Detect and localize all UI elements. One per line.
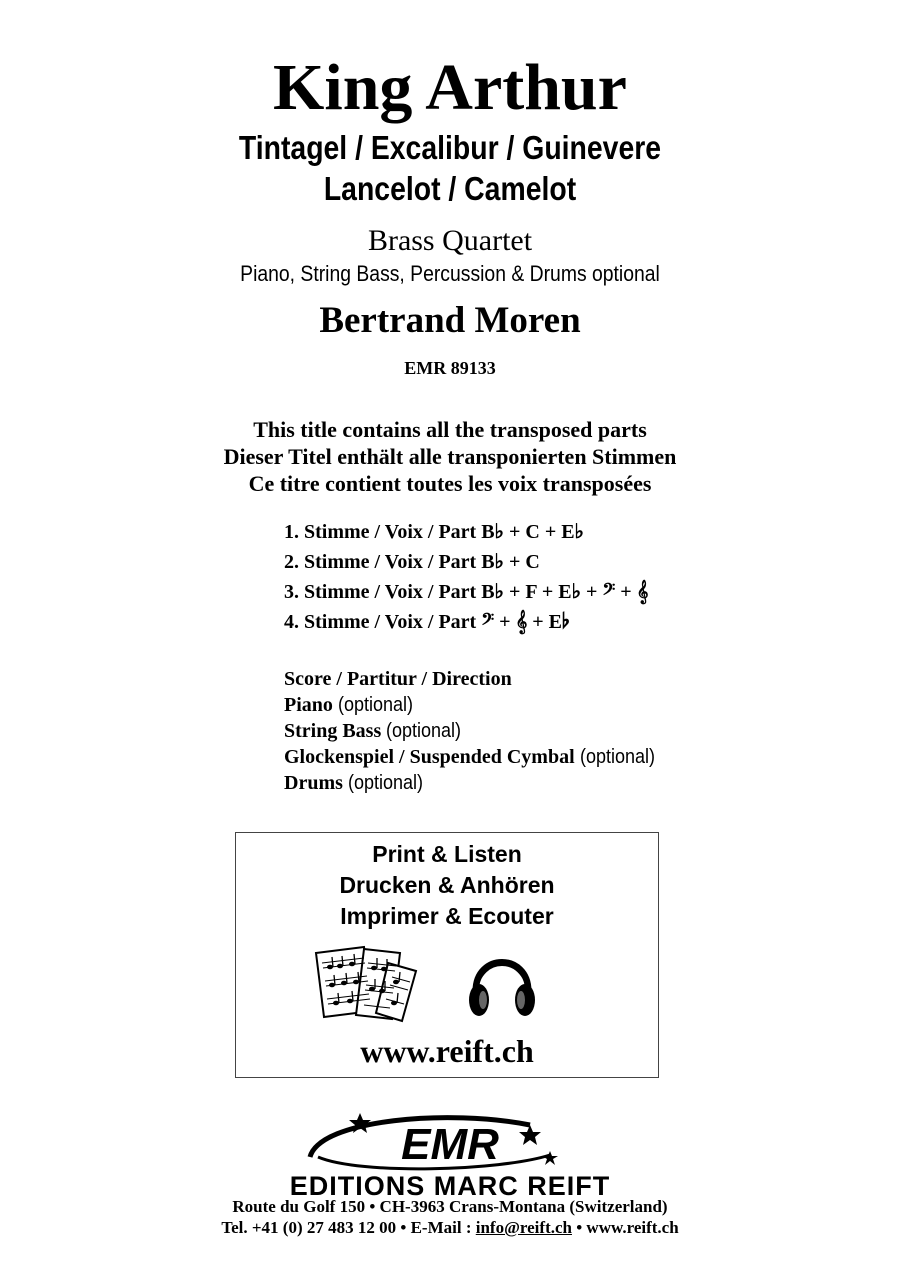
email-link[interactable]: info@reift.ch [475, 1218, 572, 1237]
part-2: 2. Stimme / Voix / Part B♭ + C [284, 551, 540, 573]
extra-name: Piano [284, 694, 333, 716]
publisher-name: EDITIONS MARC REIFT [289, 1171, 611, 1201]
promo-line-1: Print & Listen [372, 841, 522, 867]
optional-instruments: Piano, String Bass, Percussion & Drums optional [240, 261, 660, 286]
ensemble-label: Brass Quartet [367, 224, 533, 257]
print-listen-box [235, 832, 659, 1078]
headphones-icon [466, 945, 538, 1021]
publisher-contact [0, 1218, 900, 1238]
extra-name: Drums [284, 772, 343, 794]
extra-drums [284, 770, 663, 796]
promo-line-3: Imprimer & Ecouter [340, 903, 554, 929]
contact-website[interactable]: • www.reift.ch [571, 1218, 679, 1237]
sheet-music-icon [308, 941, 424, 1023]
extra-note: (optional) [337, 694, 413, 716]
extra-note: (optional) [386, 720, 462, 742]
part-4: 4. Stimme / Voix / Part 𝄢 + 𝄞 + E♭ [284, 611, 570, 633]
extra-glockenspiel [284, 744, 663, 770]
part-3: 3. Stimme / Voix / Part B♭ + F + E♭ + 𝄢 + 𝄞 [284, 581, 649, 603]
notice-french: Ce titre contient toutes les voix transposées [248, 471, 652, 496]
extra-score [284, 666, 663, 692]
subtitle-line-2: Lancelot / Camelot [323, 170, 577, 207]
extra-name: Glockenspiel / Suspended Cymbal [284, 746, 575, 768]
extra-name: String Bass [284, 720, 382, 742]
catalog-number: EMR 89133 [404, 358, 496, 378]
subtitle-line-1: Tintagel / Excalibur / Guinevere [238, 129, 662, 166]
extra-note: (optional) [579, 746, 655, 768]
extra-string-bass [284, 718, 663, 744]
extras-list [284, 666, 663, 796]
part-1: 1. Stimme / Voix / Part B♭ + C + E♭ [284, 521, 584, 543]
notice-english: This title contains all the transposed parts [253, 417, 647, 442]
parts-list [284, 517, 649, 637]
notice-german: Dieser Titel enthält alle transponierten Stimmen [223, 444, 677, 469]
emr-logo [300, 1105, 600, 1175]
extra-piano [284, 692, 663, 718]
contact-phone: Tel. +41 (0) 27 483 12 00 • E-Mail : [221, 1218, 476, 1237]
extra-note: (optional) [347, 772, 423, 794]
website-link[interactable]: www.reift.ch [360, 1033, 534, 1069]
page-title: King Arthur [273, 51, 627, 124]
extra-name: Score / Partitur / Direction [284, 668, 512, 690]
promo-line-2: Drucken & Anhören [339, 872, 555, 898]
publisher-address: Route du Golf 150 • CH-3963 Crans-Montana (Switzerland) [232, 1197, 668, 1216]
emr-logo-text: EMR [401, 1120, 499, 1169]
composer-name: Bertrand Moren [319, 300, 581, 341]
